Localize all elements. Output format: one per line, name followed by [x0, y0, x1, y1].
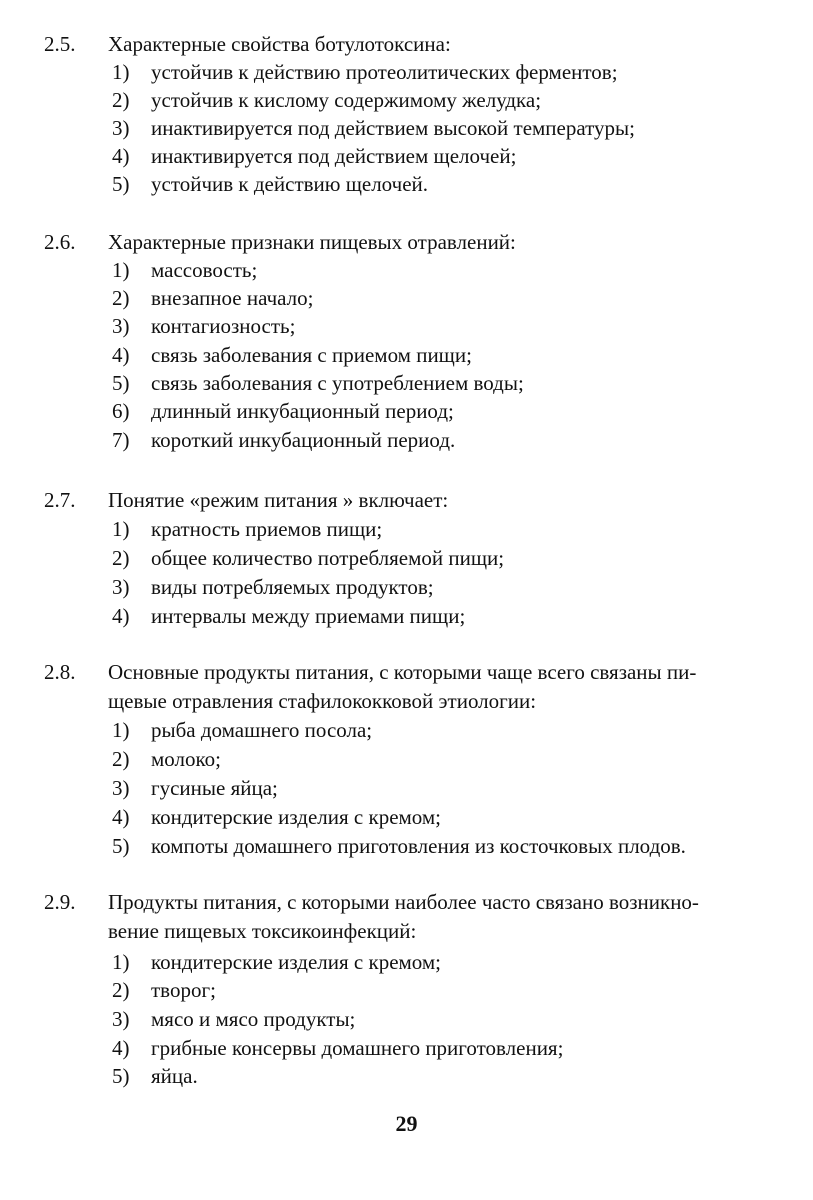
- option-number: 2): [112, 546, 130, 570]
- question-number: 2.5.: [44, 32, 76, 56]
- option-text: рыба домашнего посола;: [151, 718, 373, 742]
- question-stem-line: вение пищевых токсикоинфекций:: [108, 918, 417, 943]
- answer-option: [0, 1034, 813, 1062]
- option-text: гусиные яйца;: [151, 776, 278, 800]
- option-number: 3): [112, 776, 130, 800]
- option-number: 4): [112, 604, 130, 628]
- answer-option: [0, 1062, 813, 1090]
- option-text: интервалы между приемами пищи;: [151, 604, 466, 628]
- option-text: общее количество потребляемой пищи;: [151, 546, 505, 570]
- option-text: яйца.: [151, 1064, 198, 1088]
- answer-option: [0, 716, 813, 744]
- question-stem-line: Основные продукты питания, с которыми чаще всего связаны пи-: [108, 660, 697, 684]
- option-text: устойчив к действию щелочей.: [151, 172, 429, 196]
- option-text: творог;: [151, 978, 216, 1002]
- answer-option: [0, 369, 813, 397]
- answer-option: [0, 602, 813, 630]
- option-text: кондитерские изделия с кремом;: [151, 950, 442, 974]
- question-stem: [108, 486, 773, 515]
- answer-option: [0, 515, 813, 543]
- option-text: короткий инкубационный период.: [151, 428, 456, 452]
- option-number: 1): [112, 718, 130, 742]
- question-stem-line: Характерные свойства ботулотоксина:: [108, 32, 451, 56]
- question-stem: [108, 888, 773, 945]
- answer-option: [0, 948, 813, 976]
- answer-option: [0, 573, 813, 601]
- option-number: 1): [112, 517, 130, 541]
- question-stem: [108, 228, 773, 257]
- option-number: 5): [112, 834, 130, 858]
- option-text: кондитерские изделия с кремом;: [151, 805, 442, 829]
- answer-option: [0, 114, 813, 142]
- option-number: 2): [112, 88, 130, 112]
- answer-option: [0, 312, 813, 340]
- answer-option: [0, 774, 813, 802]
- option-text: молоко;: [151, 747, 221, 771]
- option-number: 4): [112, 144, 130, 168]
- question-number: 2.6.: [44, 230, 76, 254]
- option-number: 5): [112, 371, 130, 395]
- answer-option: [0, 803, 813, 831]
- answer-option: [0, 832, 813, 860]
- option-number: 3): [112, 116, 130, 140]
- question-stem: [108, 658, 773, 715]
- option-number: 3): [112, 314, 130, 338]
- question-stem-line: Понятие «режим питания » включает:: [108, 488, 449, 512]
- option-number: 4): [112, 1036, 130, 1060]
- question-stem: [108, 30, 773, 59]
- answer-option: [0, 284, 813, 312]
- option-number: 3): [112, 1007, 130, 1031]
- option-text: инактивируется под действием щелочей;: [151, 144, 517, 168]
- option-text: мясо и мясо продукты;: [151, 1007, 356, 1031]
- answer-option: [0, 544, 813, 572]
- answer-option: [0, 745, 813, 773]
- page-number: 29: [395, 1111, 418, 1136]
- option-text: устойчив к действию протеолитических ферментов;: [151, 60, 618, 84]
- option-number: 5): [112, 1064, 130, 1088]
- option-text: внезапное начало;: [151, 286, 314, 310]
- option-text: кратность приемов пищи;: [151, 517, 383, 541]
- option-text: связь заболевания с употреблением воды;: [151, 371, 524, 395]
- option-number: 1): [112, 60, 130, 84]
- option-number: 2): [112, 286, 130, 310]
- answer-option: [0, 256, 813, 284]
- option-text: инактивируется под действием высокой температуры;: [151, 116, 635, 140]
- option-text: длинный инкубационный период;: [151, 399, 454, 423]
- option-number: 5): [112, 172, 130, 196]
- question-number: 2.9.: [44, 890, 76, 914]
- question-stem-line: Характерные признаки пищевых отравлений:: [108, 230, 516, 254]
- answer-option: [0, 142, 813, 170]
- option-text: массовость;: [151, 258, 258, 282]
- option-number: 2): [112, 747, 130, 771]
- option-number: 6): [112, 399, 130, 423]
- option-number: 4): [112, 343, 130, 367]
- option-text: контагиозность;: [151, 314, 296, 338]
- answer-option: [0, 58, 813, 86]
- answer-option: [0, 170, 813, 198]
- answer-option: [0, 397, 813, 425]
- option-number: 1): [112, 950, 130, 974]
- answer-option: [0, 1005, 813, 1033]
- option-number: 4): [112, 805, 130, 829]
- answer-option: [0, 86, 813, 114]
- option-number: 2): [112, 978, 130, 1002]
- answer-option: [0, 341, 813, 369]
- option-text: устойчив к кислому содержимому желудка;: [151, 88, 542, 112]
- answer-option: [0, 976, 813, 1004]
- question-number: 2.8.: [44, 660, 76, 684]
- option-text: связь заболевания с приемом пищи;: [151, 343, 472, 367]
- option-text: виды потребляемых продуктов;: [151, 575, 434, 599]
- option-number: 3): [112, 575, 130, 599]
- question-stem-line: Продукты питания, с которыми наиболее часто связано возникно-: [108, 890, 699, 914]
- question-number: 2.7.: [44, 488, 76, 512]
- option-number: 1): [112, 258, 130, 282]
- answer-option: [0, 426, 813, 454]
- question-stem-line: щевые отравления стафилококковой этиологии:: [108, 688, 537, 713]
- option-text: грибные консервы домашнего приготовления;: [151, 1036, 564, 1060]
- option-text: компоты домашнего приготовления из косточковых плодов.: [151, 834, 686, 858]
- option-number: 7): [112, 428, 130, 452]
